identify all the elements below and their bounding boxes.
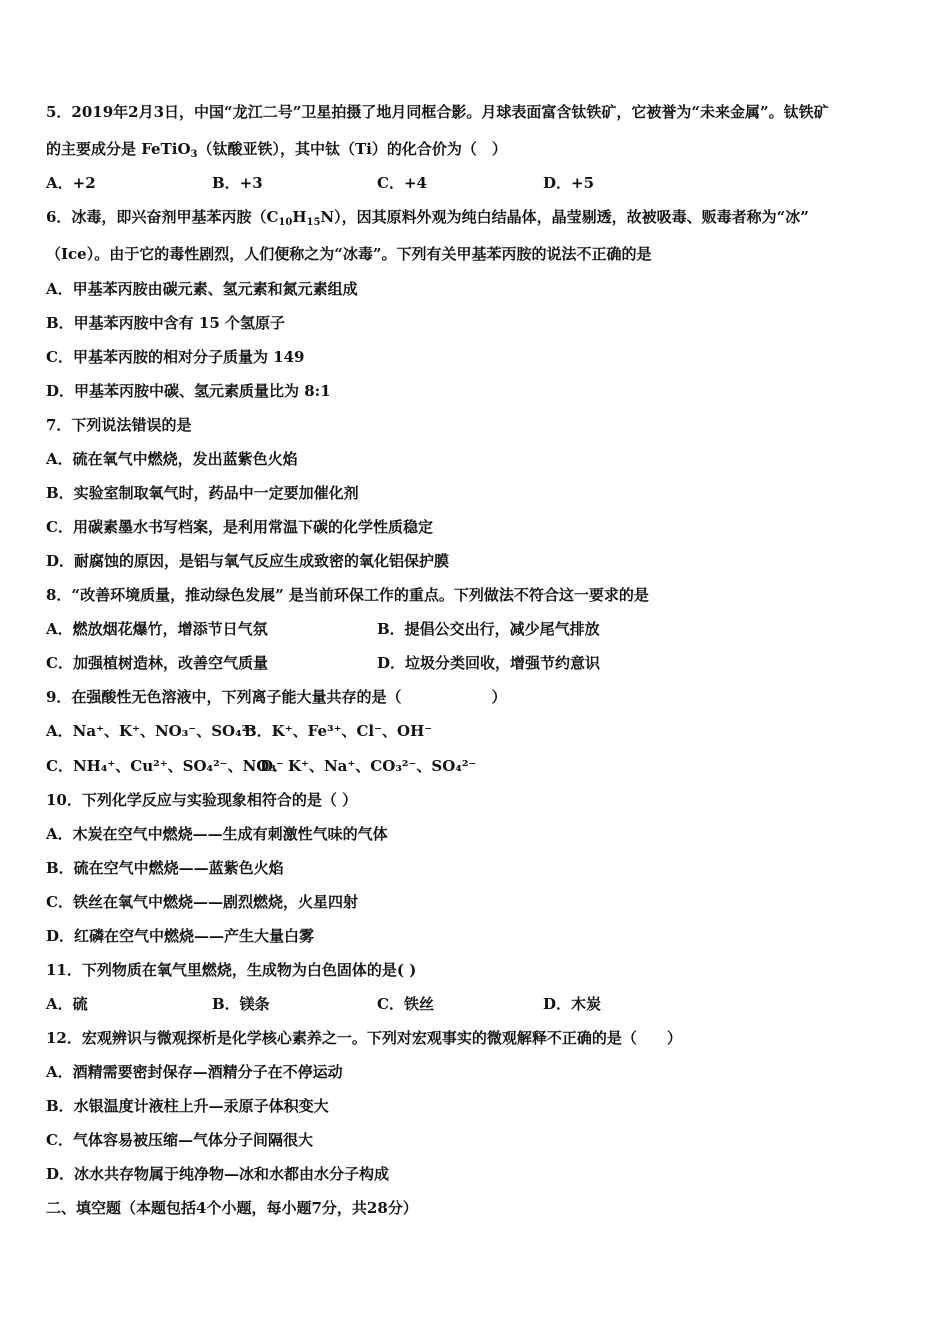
q9-option-a[interactable]: A．Na⁺、K⁺、NO₃⁻、SO₄²⁻ (46, 722, 257, 740)
q6-option-a[interactable]: A．甲基苯丙胺由碳元素、氢元素和氮元素组成 (46, 280, 358, 298)
q6-sub2: 15 (306, 217, 321, 228)
q5-stem-line1: 5．2019年2月3日，中国“龙江二号”卫星拍摄了地月同框合影。月球表面富含钛铁矿，它被誉为“未来金属”。钛铁矿 (46, 103, 829, 121)
q10-option-d[interactable]: D．红磷在空气中燃烧——产生大量白雾 (46, 927, 315, 945)
q11-option-b[interactable]: B．镁条 (212, 995, 270, 1013)
q6-option-d[interactable]: D．甲基苯丙胺中碳、氢元素质量比为 8:1 (46, 382, 331, 400)
q5-subscript: 3 (190, 149, 198, 160)
q8-option-c[interactable]: C．加强植树造林，改善空气质量 (46, 654, 268, 672)
section-heading-fill-in: 二、填空题（本题包括4个小题，每小题7分，共28分） (46, 1199, 418, 1217)
q7-stem: 7．下列说法错误的是 (46, 416, 192, 434)
q9-stem: 9．在强酸性无色溶液中，下列离子能大量共存的是（ ） (46, 688, 507, 706)
q11-option-c[interactable]: C．铁丝 (377, 995, 434, 1013)
q5-stem-text-a: 的主要成分是 FeTiO (46, 140, 191, 158)
q7-option-c[interactable]: C．用碳素墨水书写档案，是利用常温下碳的化学性质稳定 (46, 518, 433, 536)
q5-option-c[interactable]: C．+4 (377, 174, 427, 192)
q7-option-a[interactable]: A．硫在氧气中燃烧，发出蓝紫色火焰 (46, 450, 298, 468)
q8-option-a[interactable]: A．燃放烟花爆竹，增添节日气氛 (46, 620, 268, 638)
q5-stem-text-b: （钛酸亚铁），其中钛（Ti）的化合价为（ ） (197, 140, 507, 158)
q9-option-c[interactable]: C．NH₄⁺、Cu²⁺、SO₄²⁻、NO₃⁻ (46, 757, 284, 775)
q12-option-c[interactable]: C．气体容易被压缩—气体分子间隔很大 (46, 1131, 313, 1149)
q10-option-b[interactable]: B．硫在空气中燃烧——蓝紫色火焰 (46, 859, 284, 877)
q12-option-d[interactable]: D．冰水共存物属于纯净物—冰和水都由水分子构成 (46, 1165, 390, 1183)
q10-option-c[interactable]: C．铁丝在氧气中燃烧——剧烈燃烧，火星四射 (46, 893, 358, 911)
q12-option-b[interactable]: B．水银温度计液柱上升—汞原子体积变大 (46, 1097, 329, 1115)
q7-option-d[interactable]: D．耐腐蚀的原因，是铝与氧气反应生成致密的氧化铝保护膜 (46, 552, 450, 570)
q6-text-c: N），因其原料外观为纯白结晶体，晶莹剔透，故被吸毒、贩毒者称为“冰” (320, 208, 809, 226)
q6-sub1: 10 (278, 217, 293, 228)
q7-option-b[interactable]: B．实验室制取氧气时，药品中一定要加催化剂 (46, 484, 359, 502)
q8-option-d[interactable]: D．垃圾分类回收，增强节约意识 (377, 654, 601, 672)
q11-option-a[interactable]: A．硫 (46, 995, 88, 1013)
q8-stem: 8．“改善环境质量，推动绿色发展” 是当前环保工作的重点。下列做法不符合这一要求的是 (46, 586, 649, 604)
q5-option-b[interactable]: B．+3 (212, 174, 263, 192)
q10-option-a[interactable]: A．木炭在空气中燃烧——生成有刺激性气味的气体 (46, 825, 388, 843)
q12-stem: 12．宏观辨识与微观探析是化学核心素养之一。下列对宏观事实的微观解释不正确的是（ ） (46, 1029, 682, 1047)
q6-text-b: H (292, 208, 307, 226)
q6-stem-line2: （Ice）。由于它的毒性剧烈，人们便称之为“冰毒”。下列有关甲基苯丙胺的说法不正确的是 (46, 245, 652, 263)
q5-option-d[interactable]: D．+5 (543, 174, 595, 192)
q6-stem-line1 (46, 207, 809, 233)
q12-option-a[interactable]: A．酒精需要密封保存—酒精分子在不停运动 (46, 1063, 343, 1081)
q9-option-d[interactable]: D．K⁺、Na⁺、CO₃²⁻、SO₄²⁻ (260, 757, 477, 775)
q6-option-c[interactable]: C．甲基苯丙胺的相对分子质量为 149 (46, 348, 305, 366)
q10-stem: 10．下列化学反应与实验现象相符合的是（ ） (46, 791, 358, 809)
q8-option-b[interactable]: B．提倡公交出行，减少尾气排放 (377, 620, 600, 638)
q11-stem: 11．下列物质在氧气里燃烧，生成物为白色固体的是( ) (46, 961, 417, 979)
q5-option-a[interactable]: A．+2 (46, 174, 96, 192)
q5-stem-line2 (46, 139, 507, 165)
q9-option-b[interactable]: B．K⁺、Fe³⁺、Cl⁻、OH⁻ (244, 722, 433, 740)
q6-option-b[interactable]: B．甲基苯丙胺中含有 15 个氢原子 (46, 314, 285, 332)
q11-option-d[interactable]: D．木炭 (543, 995, 602, 1013)
q6-text-a: 6．冰毒，即兴奋剂甲基苯丙胺（C (46, 208, 279, 226)
